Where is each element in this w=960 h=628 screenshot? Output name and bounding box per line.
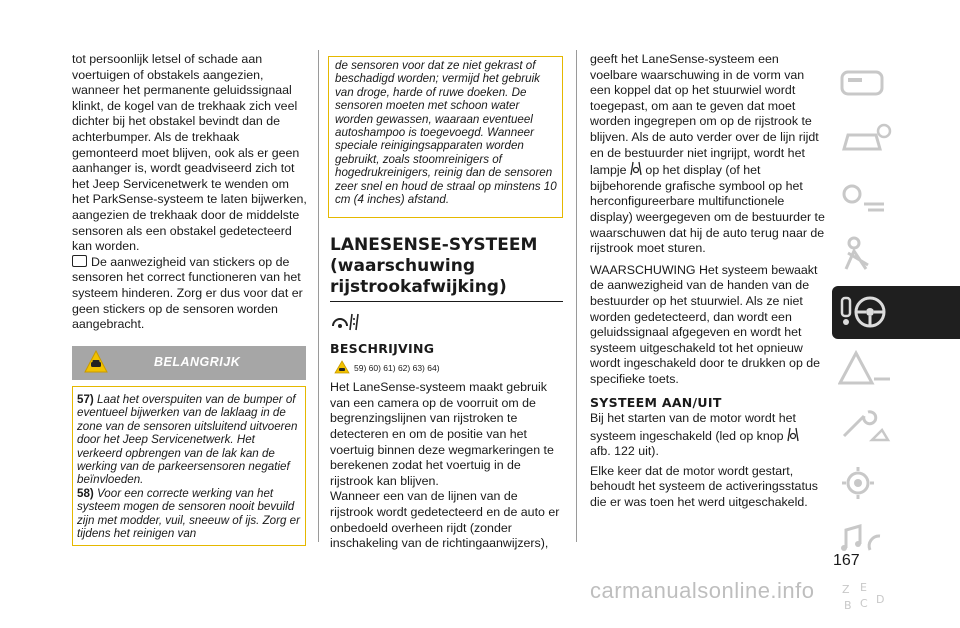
col3-paragraph-3 bbox=[590, 411, 825, 444]
note-58-number: 58) bbox=[77, 486, 94, 500]
tab-starting-driving[interactable] bbox=[832, 286, 960, 339]
column-3 bbox=[590, 52, 825, 511]
col2-paragraph-2: Wanneer een van de lijnen van de rijstrook wordt gedetecteerd en de auto er onbedoeld overheen rijdt (zonder inschakeling van de richtingaanwijzers), bbox=[330, 489, 560, 551]
chapter-tabs bbox=[832, 58, 960, 628]
on-off-heading: SYSTEEM AAN/UIT bbox=[590, 395, 722, 411]
col2-paragraph-1: Het LaneSense-systeem maakt gebruik van een camera op de voorruit om de begrenzingslijnen van rijstroken te detecteren en om de positie van het voertuig binnen deze wegmarkeringen te berekenen zodat het voertuig in de rijstrook kan blijven. bbox=[330, 380, 554, 488]
column-divider bbox=[576, 50, 577, 542]
important-notes-box bbox=[72, 386, 306, 546]
reference-numbers: 59) 60) 61) 62) 63) 64) bbox=[354, 363, 440, 374]
continued-note-text: de sensoren voor dat ze niet gekrast of beschadigd worden; vermijd het gebruik van droge, harde of ruwe doeken. De sensoren moeten met schoon water worden gewassen, waaraan eventueel autoshampoo is toegevoegd. Wanneer speciale reinigingsapparaten worden gebruikt, zoals stoomreinigers of hogedrukreinigers, reinig dan de sensoren zeer snel en houd de straal op minstens 10 cm (4 inches) afstand. bbox=[335, 59, 557, 207]
section-title-line-2: (waarschuwing bbox=[330, 256, 476, 276]
car-dashboard-icon bbox=[838, 64, 894, 104]
note-57-number: 57) bbox=[77, 393, 94, 406]
section-title-line-1: LANESENSE-SYSTEEM bbox=[330, 235, 538, 255]
warning-triangle-icon bbox=[334, 360, 350, 374]
tab-lights-indicators[interactable] bbox=[832, 172, 960, 225]
tab-emergency[interactable] bbox=[832, 343, 960, 396]
tab-index[interactable] bbox=[832, 571, 960, 624]
col3-paragraph-4: Elke keer dat de motor wordt gestart, behoudt het systeem de activeringsstatus die er was toen het werd uitgeschakeld. bbox=[590, 463, 818, 510]
important-label: BELANGRIJK bbox=[154, 355, 241, 369]
page-number: 167 bbox=[833, 552, 860, 569]
continued-note-box bbox=[328, 56, 563, 218]
col3-paragraph-1 bbox=[590, 52, 825, 257]
steering-wheel-icon bbox=[838, 292, 894, 332]
svg-text:Z: Z bbox=[842, 583, 850, 596]
section-title bbox=[330, 235, 563, 298]
watermark: carmanualsonline.info bbox=[590, 578, 815, 603]
svg-text:D: D bbox=[876, 593, 885, 606]
tab-maintenance[interactable] bbox=[832, 400, 960, 453]
col3-figure-reference: afb. 122 uit). bbox=[590, 444, 659, 459]
tab-technical-data[interactable] bbox=[832, 457, 960, 510]
column-2 bbox=[330, 235, 563, 552]
svg-text:C: C bbox=[860, 597, 868, 610]
col1-paragraph-2-text: De aanwezigheid van stickers op de sensoren het correct functioneren van het systeem hinderen. Zorg er dus voor dat er geen stickers op de sensoren worden aangebracht. bbox=[72, 254, 303, 332]
alphabet-index-icon bbox=[838, 577, 894, 617]
description-heading: BESCHRIJVING bbox=[330, 340, 435, 356]
section-title-line-3: rijstrookafwijking) bbox=[330, 277, 507, 297]
tab-safety[interactable] bbox=[832, 229, 960, 282]
col1-paragraph-1: tot persoonlijk letsel of schade aan voertuigen of obstakels aangezien, wanneer het permanente geluidssignaal klinkt, de kogel van de trekhaak zich veel dichter bij het obstakel bevindt dan de achterbumper. Als de trekhaak gemonteerd moet blijven, ook als er geen aanhanger is, wordt geadviseerd zich tot het Jeep Servicenetwerk te wenden om het ParkSense-systeem te laten bijwerken, aangezien de trekhaak door de middelste sensoren als een obstakel gedetecteerd kan worden. bbox=[72, 52, 307, 254]
note-58-text: Voor een correcte werking van het systeem mogen de sensoren nooit bevuild zijn met modder, vuil, sneeuw of ijs. Zorg er tijdens het reinigen van bbox=[77, 486, 300, 541]
warning-references bbox=[330, 360, 563, 374]
column-1 bbox=[72, 52, 307, 333]
note-57 bbox=[77, 393, 303, 487]
tab-vehicle-overview[interactable] bbox=[832, 58, 960, 111]
tab-vehicle-info[interactable] bbox=[832, 115, 960, 168]
col3-paragraph-1-part-1: geeft het LaneSense-systeem een voelbare waarschuwing in de vorm van een koppel dat op het stuurwiel wordt toegepast, om aan te geven dat moet worden ingegrepen om op de rijstrook te blijven. Als de auto verder over de lijn rijdt en de bestuurder niet ingrijpt, wordt het lampje bbox=[590, 52, 819, 178]
note-58 bbox=[77, 487, 303, 541]
important-banner bbox=[72, 346, 306, 380]
lane-warning-lamp-icon bbox=[630, 161, 642, 176]
title-rule bbox=[330, 301, 563, 302]
emergency-triangle-icon bbox=[838, 349, 894, 389]
column-divider bbox=[318, 50, 319, 542]
note-57-text: Laat het overspuiten van de bumper of eventueel bijwerken van de laklaag in de zone van de sensoren uitsluitend uitvoeren door het Jeep Servicenetwerk. Het verkeerd opbrengen van de lak kan de werking van de parkeersensoren negatief beïnvloeden. bbox=[77, 393, 298, 487]
seatbelt-icon bbox=[838, 235, 894, 275]
lanesense-button-icon bbox=[787, 427, 799, 442]
lights-icon bbox=[838, 178, 894, 218]
warning-triangle-icon bbox=[84, 350, 108, 374]
col3-paragraph-2: WAARSCHUWING Het systeem bewaakt de aanwezigheid van de handen van de bestuurder op het stuurwiel. Als ze niet worden gedetecteerd, dan wordt een geluidssignaal afgegeven en wordt het systeem uitgeschakeld tot het opnieuw wordt ingeschakeld door te drukken op de specifieke toets. bbox=[590, 262, 821, 386]
col3-paragraph-1-part-2: op het display (of het bijbehorende grafische symbool op het herconfigureerbare multifunctionele display) weergegeven om de bestuurder te waarschuwen dat hij de auto terug naar de rijstrook moet sturen. bbox=[590, 163, 825, 256]
col3-paragraph-3-part-1: Bij het starten van de motor wordt het systeem ingeschakeld (led op knop bbox=[590, 411, 796, 443]
caution-car-icon bbox=[72, 255, 87, 267]
wrench-icon bbox=[838, 406, 894, 446]
lanesense-icon bbox=[330, 310, 360, 332]
col1-paragraph-2 bbox=[72, 255, 307, 333]
svg-text:B: B bbox=[844, 599, 852, 612]
svg-text:E: E bbox=[860, 581, 867, 594]
car-info-icon bbox=[838, 121, 894, 161]
gear-icon bbox=[838, 463, 894, 503]
